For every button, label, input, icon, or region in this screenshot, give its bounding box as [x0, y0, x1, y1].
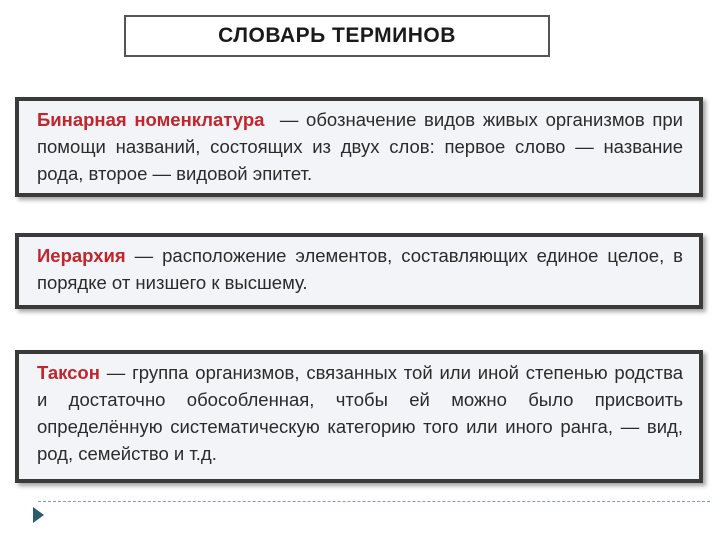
- term-name: Бинарная номенклатура: [37, 109, 265, 130]
- term-definition: обозначение видов живых организмов при помощи названий, состоящих из двух слов: первое слово — название рода, второе — видовой эпитет.: [37, 109, 684, 184]
- term-name: Иерархия: [37, 245, 126, 266]
- term-definition: расположение элементов, составляющих единое целое, в порядке от низшего к высшему.: [37, 245, 683, 293]
- term-card-binary-nomenclature: [15, 97, 703, 197]
- play-arrow-icon[interactable]: [33, 507, 44, 523]
- term-definition: группа организмов, связанных той или иной степенью родства и достаточно обособленная, чтобы ей можно было присвоить определённую систематическую категорию того или иного ранга, — вид, род, семейство и т.д.: [37, 362, 684, 464]
- footer-divider: [38, 501, 710, 502]
- term-separator: —: [264, 109, 307, 130]
- slide-title-box: [124, 15, 550, 57]
- term-separator: —: [99, 362, 133, 383]
- term-card-hierarchy: [15, 233, 703, 309]
- term-separator: —: [125, 245, 163, 266]
- term-card-taxon: [15, 350, 703, 483]
- term-name: Таксон: [37, 362, 100, 383]
- slide-title: СЛОВАРЬ ТЕРМИНОВ: [218, 24, 456, 47]
